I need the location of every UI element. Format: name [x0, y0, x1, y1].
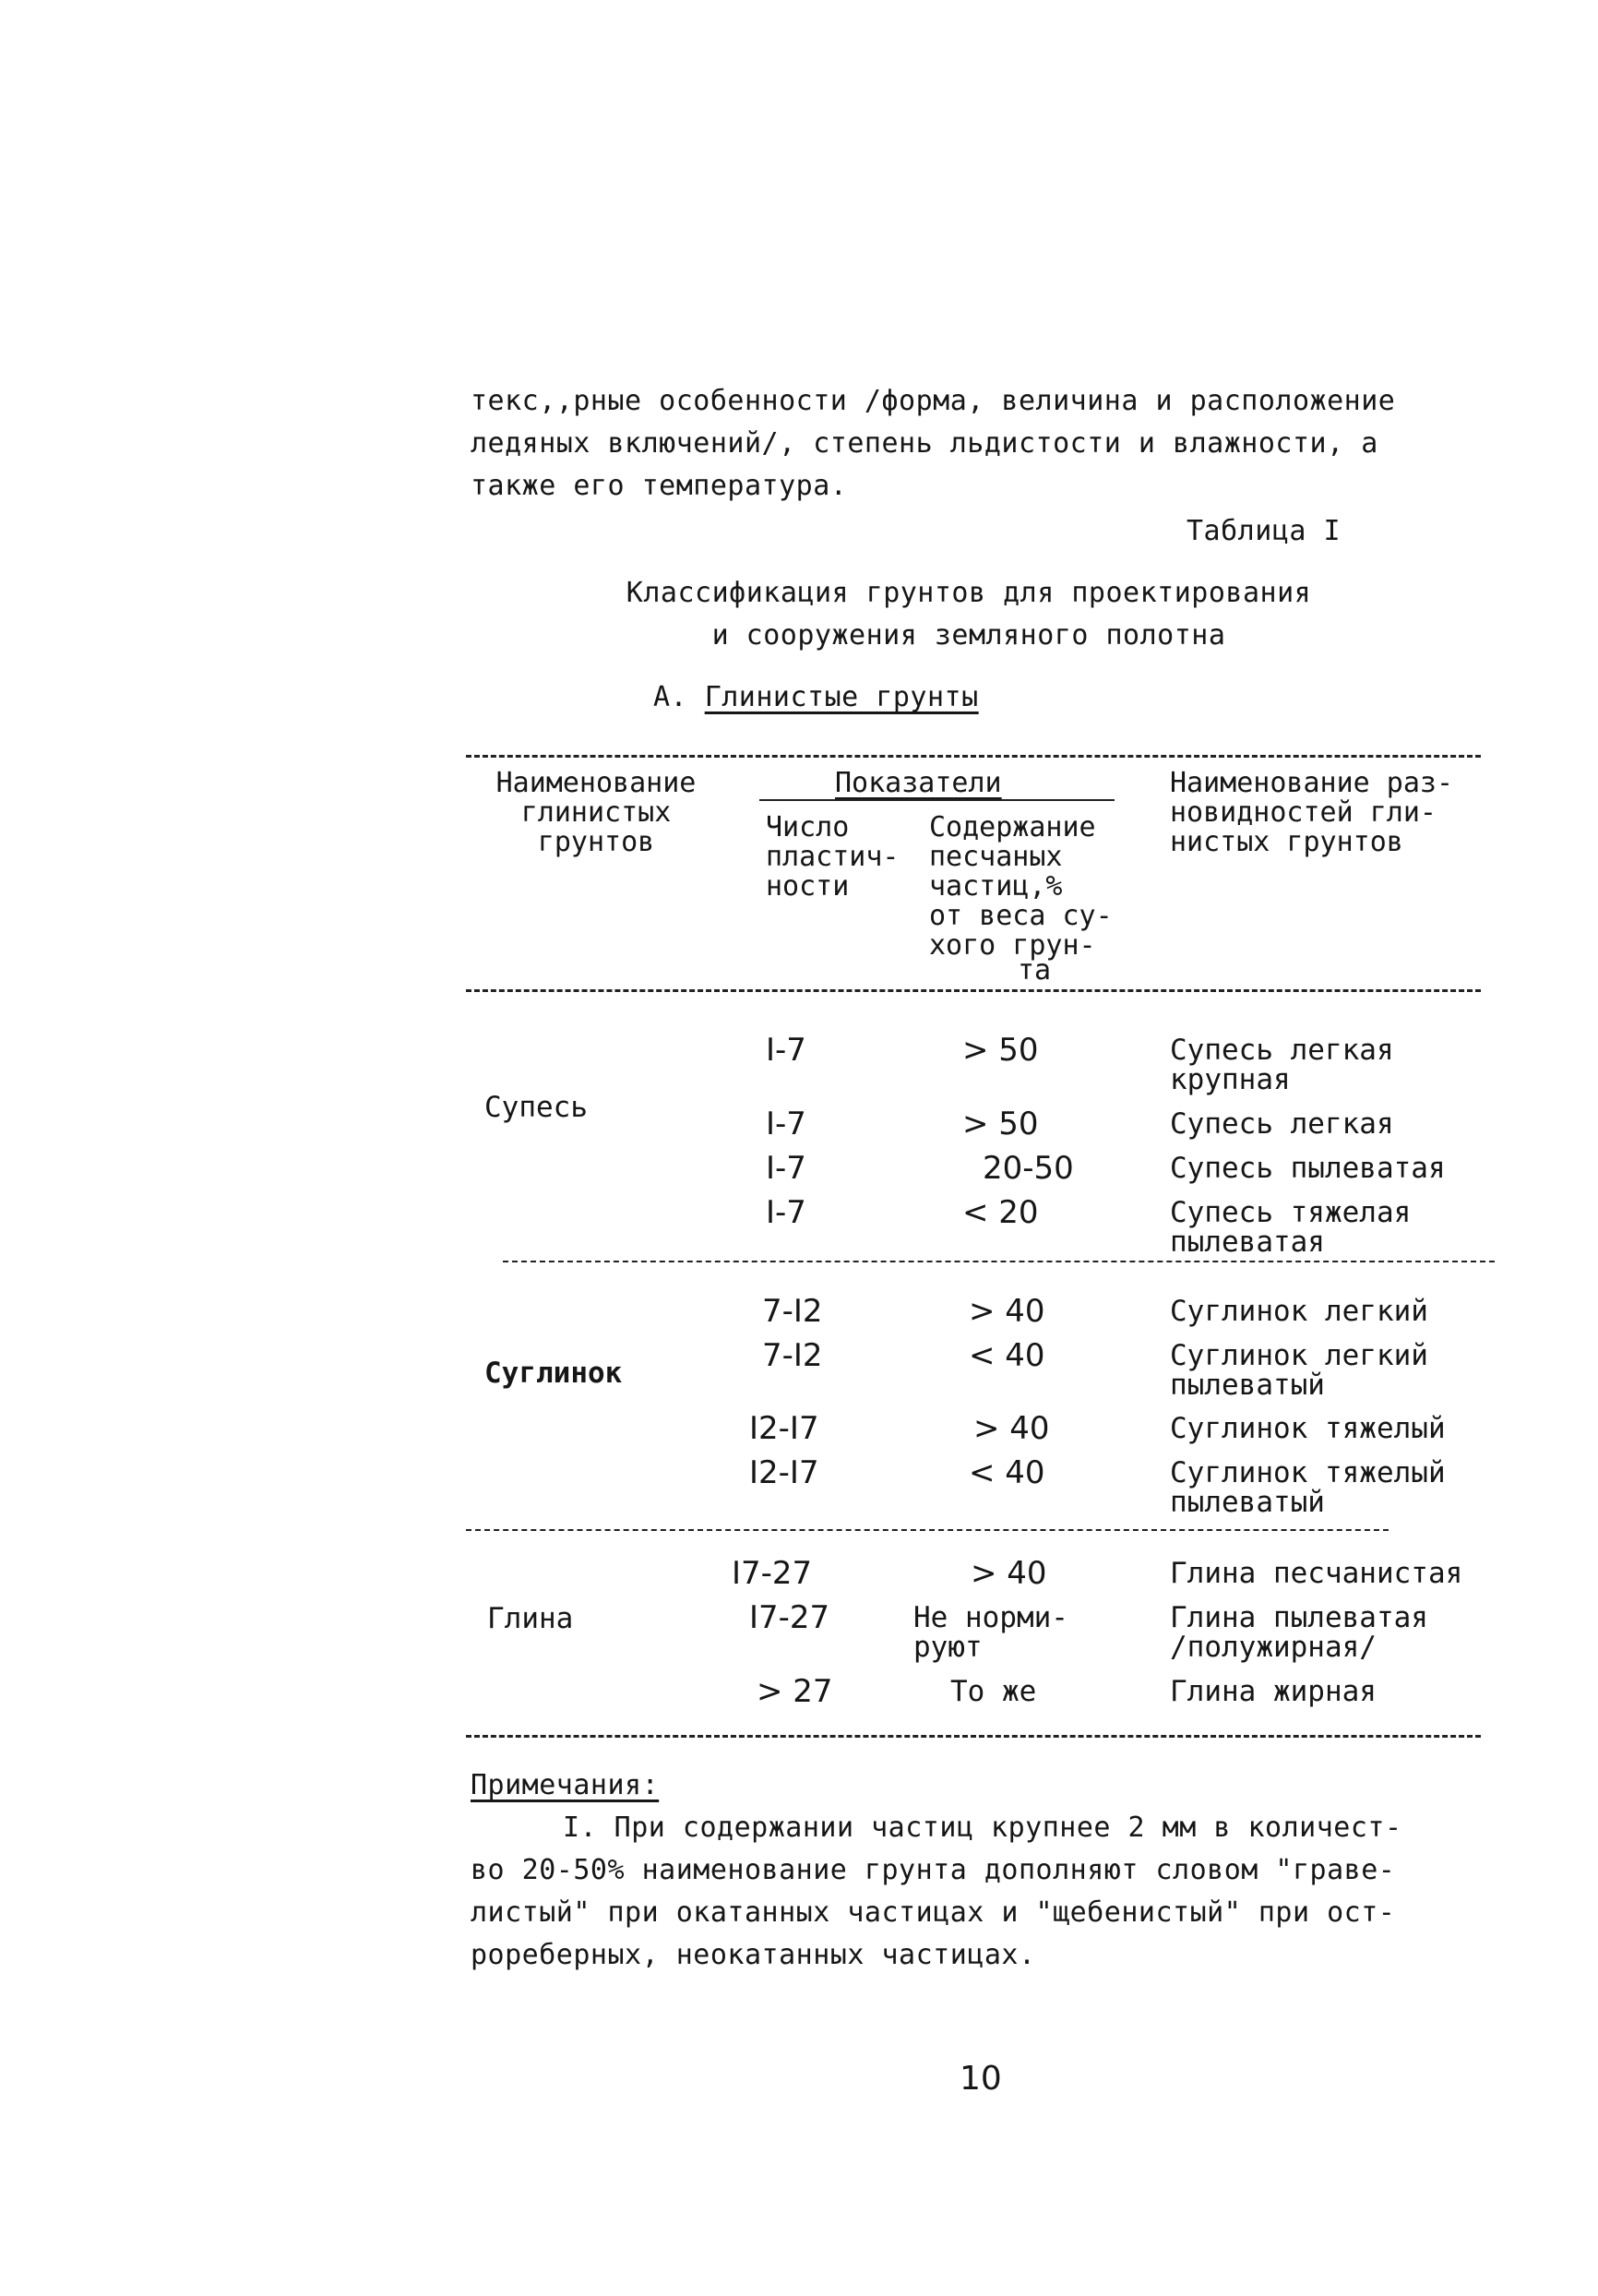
table-title-line: Классификация грунтов для проектирования	[626, 577, 1312, 609]
variety-line: Супесь тяжелая	[1170, 1196, 1412, 1229]
header-bottom-rule	[466, 989, 1481, 992]
header-col1	[475, 769, 717, 857]
variety-cell	[1170, 1154, 1446, 1183]
header-col3-line: частиц,%	[929, 870, 1063, 903]
header-col4-line: новидностей гли-	[1170, 796, 1437, 829]
sand-cell	[913, 1603, 1068, 1662]
variety-line: Суглинок легкий	[1170, 1295, 1428, 1328]
header-col4-line: нистых грунтов	[1170, 826, 1403, 858]
group-name-supes: Супесь	[484, 1091, 588, 1124]
plasticity-cell: 7-I2	[762, 1293, 823, 1330]
header-col1-line: грунтов	[537, 826, 655, 858]
variety-line: Глина пылеватая	[1170, 1601, 1428, 1634]
header-col4-line: Наименование раз-	[1170, 767, 1454, 799]
header-col1-line: Наименование	[495, 767, 697, 799]
plasticity-cell: I-7	[766, 1194, 806, 1231]
variety-line: Суглинок тяжелый	[1170, 1412, 1446, 1445]
table-bottom-rule	[466, 1735, 1481, 1738]
notes-paragraph	[471, 1807, 1402, 1977]
intro-line: текс‚,рные особенности /форма, величина и расположение	[471, 385, 1396, 417]
notes-line: во 20-50% наименование грунта дополняют словом "граве-	[471, 1854, 1396, 1886]
sand-cell: > 50	[962, 1106, 1039, 1142]
sand-cell: То же	[950, 1675, 1037, 1708]
variety-line: крупная	[1170, 1063, 1291, 1096]
sand-line: Не норми-	[913, 1601, 1068, 1634]
header-col4	[1170, 769, 1453, 857]
variety-cell	[1170, 1297, 1428, 1326]
sand-cell: 20-50	[983, 1150, 1074, 1187]
variety-line: пылеватый	[1170, 1486, 1325, 1519]
header-col1-line: глинистых	[520, 796, 672, 829]
header-col3-line: песчаных	[929, 841, 1063, 873]
sand-cell: > 40	[969, 1293, 1045, 1330]
variety-line: пылеватый	[1170, 1369, 1325, 1402]
header-col2-line: Число	[766, 811, 850, 843]
header-col2-line: пластич-	[766, 841, 900, 873]
table-title	[590, 572, 1347, 657]
plasticity-cell: I-7	[766, 1150, 806, 1187]
plasticity-cell: I2-I7	[749, 1410, 819, 1447]
sand-cell: > 40	[971, 1555, 1047, 1592]
header-col2	[766, 813, 900, 902]
variety-line: Супесь легкая	[1170, 1034, 1394, 1067]
variety-cell	[1170, 1109, 1394, 1139]
variety-cell	[1170, 1341, 1428, 1400]
page-number: 10	[960, 2060, 1002, 2098]
notes-line: I. При содержании частиц крупнее 2 мм в количест-	[563, 1812, 1402, 1844]
sand-cell: > 40	[973, 1410, 1050, 1447]
plasticity-cell: I7-27	[732, 1555, 813, 1592]
variety-line: пылеватая	[1170, 1226, 1325, 1259]
variety-line: Супесь легкая	[1170, 1107, 1394, 1141]
variety-cell	[1170, 1458, 1446, 1517]
section-heading	[653, 676, 979, 719]
variety-line: Суглинок тяжелый	[1170, 1456, 1446, 1489]
variety-cell	[1170, 1559, 1462, 1588]
sand-line: руют	[913, 1631, 983, 1664]
header-col3-line: Содержание	[929, 811, 1096, 843]
variety-line: Суглинок легкий	[1170, 1339, 1428, 1372]
sand-cell: < 40	[969, 1337, 1045, 1374]
group-divider	[466, 1529, 1389, 1531]
header-col3-line: от веса су-	[929, 900, 1113, 932]
section-name: Глинистые грунты	[704, 681, 979, 713]
table-title-line: и сооружения земляного полотна	[711, 619, 1226, 652]
plasticity-cell: I-7	[766, 1032, 806, 1069]
sand-cell: < 40	[969, 1454, 1045, 1491]
header-group-rule	[759, 799, 1115, 801]
header-col3-line: та	[1018, 954, 1052, 987]
header-col3-line: хого грун-	[929, 929, 1096, 962]
plasticity-cell: 7-I2	[762, 1337, 823, 1374]
plasticity-cell: > 27	[757, 1673, 833, 1710]
header-col2-line: ности	[766, 870, 850, 903]
section-prefix: А.	[653, 681, 688, 713]
group-divider	[503, 1261, 1495, 1262]
notes-line: листый" при окатанных частицах и "щебенистый" при ост-	[471, 1896, 1396, 1929]
sand-cell: < 20	[962, 1194, 1039, 1231]
variety-line: Супесь пылеватая	[1170, 1152, 1446, 1185]
variety-line: Глина песчанистая	[1170, 1557, 1463, 1590]
plasticity-cell: I7-27	[749, 1599, 830, 1636]
header-group: Показатели	[835, 767, 1002, 799]
variety-cell	[1170, 1198, 1411, 1257]
variety-cell	[1170, 1677, 1377, 1706]
variety-cell	[1170, 1414, 1446, 1443]
variety-cell	[1170, 1035, 1394, 1094]
notes-line: роребeрных, неокатанных частицах.	[471, 1939, 1036, 1971]
group-name-suglinok: Суглинок	[484, 1357, 623, 1390]
plasticity-cell: I2-I7	[749, 1454, 819, 1491]
plasticity-cell: I-7	[766, 1106, 806, 1142]
variety-line: /полужирная/	[1170, 1631, 1377, 1664]
intro-line: ледяных включений/, степень льдистости и влажности, а	[471, 427, 1378, 460]
intro-line: также его температура.	[471, 470, 848, 502]
table-top-rule	[466, 755, 1481, 758]
variety-cell	[1170, 1603, 1428, 1662]
notes-title: Примечания:	[471, 1769, 660, 1801]
group-name-glina: Глина	[487, 1602, 574, 1635]
intro-paragraph	[471, 380, 1395, 508]
sand-cell: > 50	[962, 1032, 1039, 1069]
header-col3	[929, 811, 1113, 987]
table-label: Таблица I	[1187, 515, 1342, 547]
variety-line: Глина жирная	[1170, 1675, 1377, 1708]
